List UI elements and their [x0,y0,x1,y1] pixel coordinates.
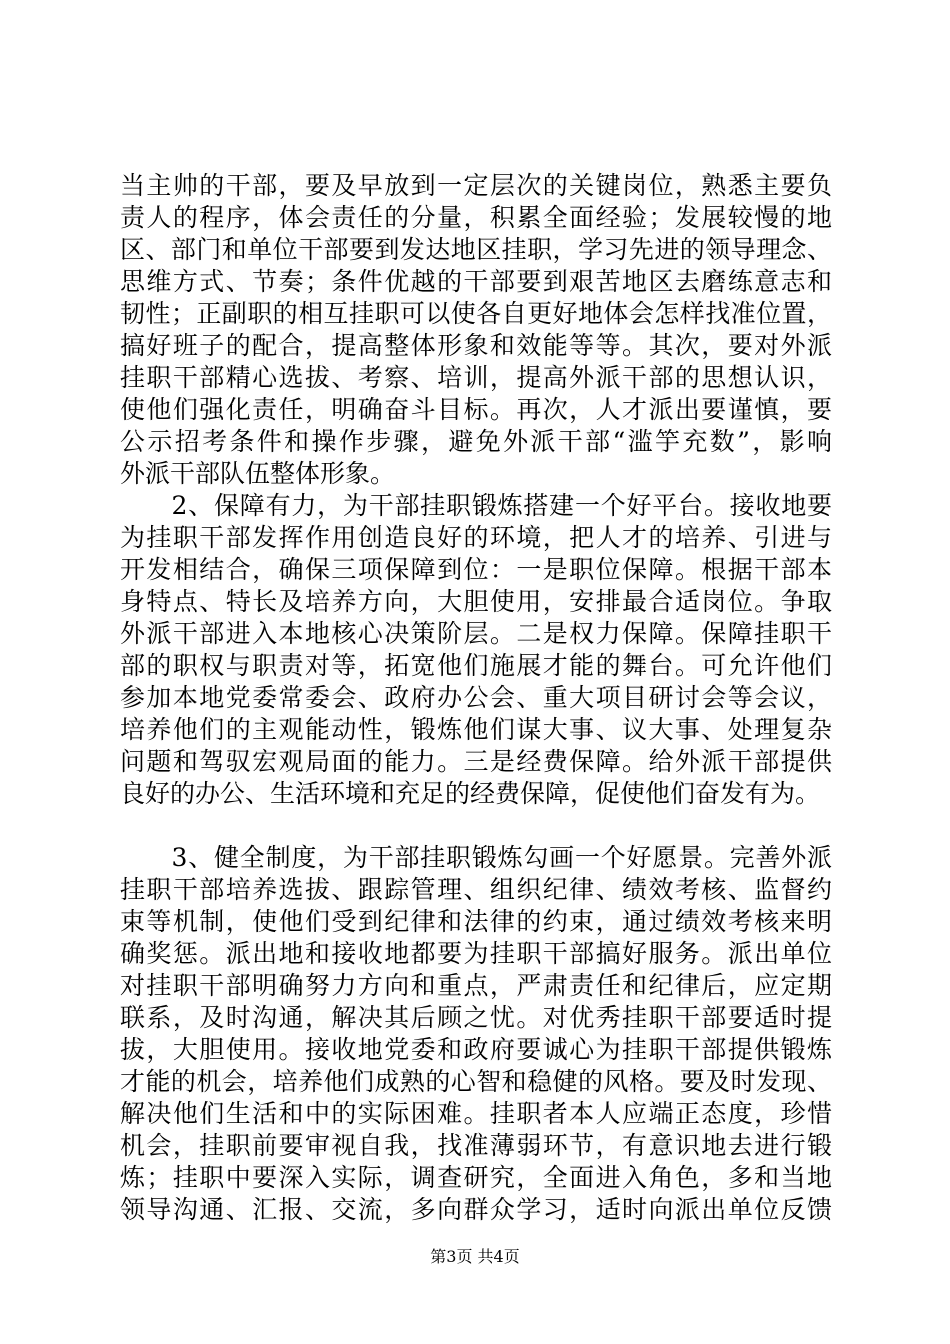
text-line: 2、保障有力，为干部挂职锻炼搭建一个好平台。接收地要 [120,491,832,520]
text-line: 确奖惩。派出地和接收地都要为挂职干部搞好服务。派出单位 [120,939,832,968]
text-line: 区、部门和单位干部要到发达地区挂职，学习先进的领导理念、 [120,235,832,264]
document-body [120,170,832,1226]
text-line: 思维方式、节奏；条件优越的干部要到艰苦地区去磨练意志和 [120,267,832,296]
text-line: 问题和驾驭宏观局面的能力。三是经费保障。给外派干部提供 [120,747,832,776]
text-line: 联系，及时沟通，解决其后顾之忧。对优秀挂职干部要适时提 [120,1003,832,1032]
text-line: 束等机制，使他们受到纪律和法律的约束，通过绩效考核来明 [120,907,832,936]
text-line: 领导沟通、汇报、交流，多向群众学习，适时向派出单位反馈 [120,1195,832,1224]
text-line: 培养他们的主观能动性，锻炼他们谋大事、议大事、处理复杂 [120,715,832,744]
text-line: 当主帅的干部，要及早放到一定层次的关键岗位，熟悉主要负 [120,171,832,200]
text-line: 参加本地党委常委会、政府办公会、重大项目研讨会等会议， [120,683,832,712]
paragraph-1 [120,170,832,490]
text-line: 挂职干部培养选拔、跟踪管理、组织纪律、绩效考核、监督约 [120,875,832,904]
text-line: 炼；挂职中要深入实际，调查研究，全面进入角色，多和当地 [120,1163,832,1192]
text-line: 对挂职干部明确努力方向和重点，严肃责任和纪律后，应定期 [120,971,832,1000]
text-line: 责人的程序，体会责任的分量，积累全面经验；发展较慢的地 [120,203,832,232]
text-line: 开发相结合，确保三项保障到位：一是职位保障。根据干部本 [120,555,832,584]
page-number-footer: 第3页 共4页 [430,1247,520,1266]
text-line: 拔，大胆使用。接收地党委和政府要诚心为挂职干部提供锻炼 [120,1035,832,1064]
text-line: 良好的办公、生活环境和充足的经费保障，促使他们奋发有为。 [120,779,821,808]
paragraph-spacer [120,810,832,842]
text-line: 才能的机会，培养他们成熟的心智和稳健的风格。要及时发现、 [120,1067,832,1096]
text-line: 公示招考条件和操作步骤，避免外派干部“滥竽充数”，影响 [120,427,832,456]
text-line: 3、健全制度，为干部挂职锻炼勾画一个好愿景。完善外派 [120,843,832,872]
text-line: 身特点、特长及培养方向，大胆使用，安排最合适岗位。争取 [120,587,832,616]
text-line: 为挂职干部发挥作用创造良好的环境，把人才的培养、引进与 [120,523,832,552]
text-line: 外派干部进入本地核心决策阶层。二是权力保障。保障挂职干 [120,619,832,648]
paragraph-2 [120,490,832,810]
text-line: 解决他们生活和中的实际困难。挂职者本人应端正态度，珍惜 [120,1099,832,1128]
text-line: 使他们强化责任，明确奋斗目标。再次，人才派出要谨慎，要 [120,395,832,424]
text-line: 韧性；正副职的相互挂职可以使各自更好地体会怎样找准位置， [120,299,832,328]
text-line: 搞好班子的配合，提高整体形象和效能等等。其次，要对外派 [120,331,832,360]
text-line: 部的职权与职责对等，拓宽他们施展才能的舞台。可允许他们 [120,651,832,680]
text-line: 机会，挂职前要审视自我，找准薄弱环节，有意识地去进行锻 [120,1131,832,1160]
paragraph-3 [120,842,832,1226]
text-line: 挂职干部精心选拔、考察、培训，提高外派干部的思想认识， [120,363,832,392]
text-line: 外派干部队伍整体形象。 [120,459,396,488]
